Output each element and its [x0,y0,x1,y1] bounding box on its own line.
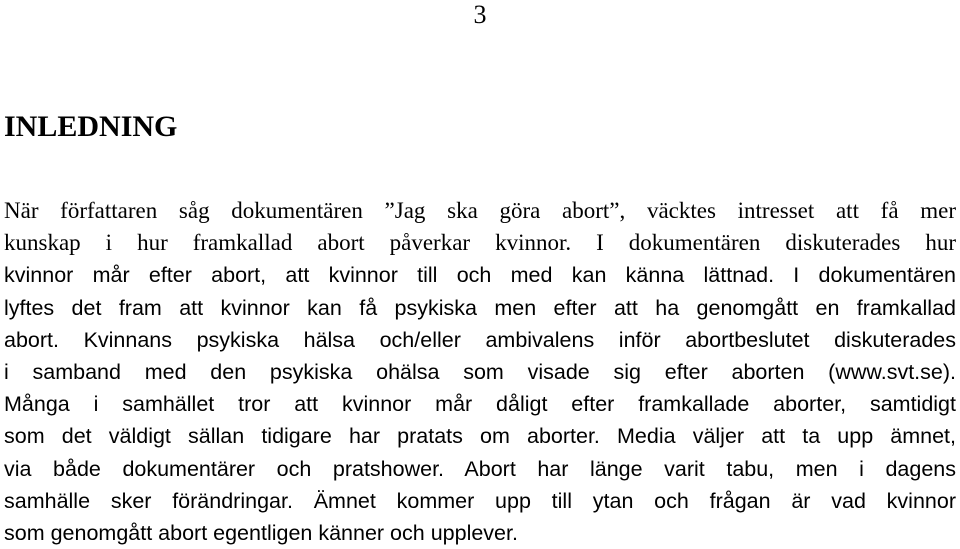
body-line: Många i samhället tror att kvinnor mår dåligt efter framkallade aborter, samtidigt [4,392,956,417]
body-paragraph [4,195,956,549]
body-line: samhälle sker förändringar. Ämnet kommer upp till ytan och frågan är vad kvinnor [4,488,956,513]
body-line: kunskap i hur framkallad abort påverkar kvinnor. I dokumentären diskuterades hur [4,230,956,256]
section-heading: INLEDNING [4,110,178,143]
body-line: kvinnor mår efter abort, att kvinnor till och med kan känna lättnad. I dokumentären [4,263,956,288]
body-line: som det väldigt sällan tidigare har pratats om aborter. Media väljer att ta upp ämnet, [4,424,956,449]
page-number: 3 [473,0,487,29]
body-line: abort. Kvinnans psykiska hälsa och/eller ambivalens inför abortbeslutet diskuterades [4,327,956,352]
body-line: i samband med den psykiska ohälsa som visade sig efter aborten (www.svt.se). [4,360,956,385]
body-line: via både dokumentärer och pratshower. Abort har länge varit tabu, men i dagens [4,456,956,481]
body-line: som genomgått abort egentligen känner och upplever. [4,521,518,546]
body-line: När författaren såg dokumentären ”Jag ska göra abort”, väcktes intresset att få mer [4,198,956,223]
body-line: lyftes det fram att kvinnor kan få psykiska men efter att ha genomgått en framkallad [4,295,956,320]
